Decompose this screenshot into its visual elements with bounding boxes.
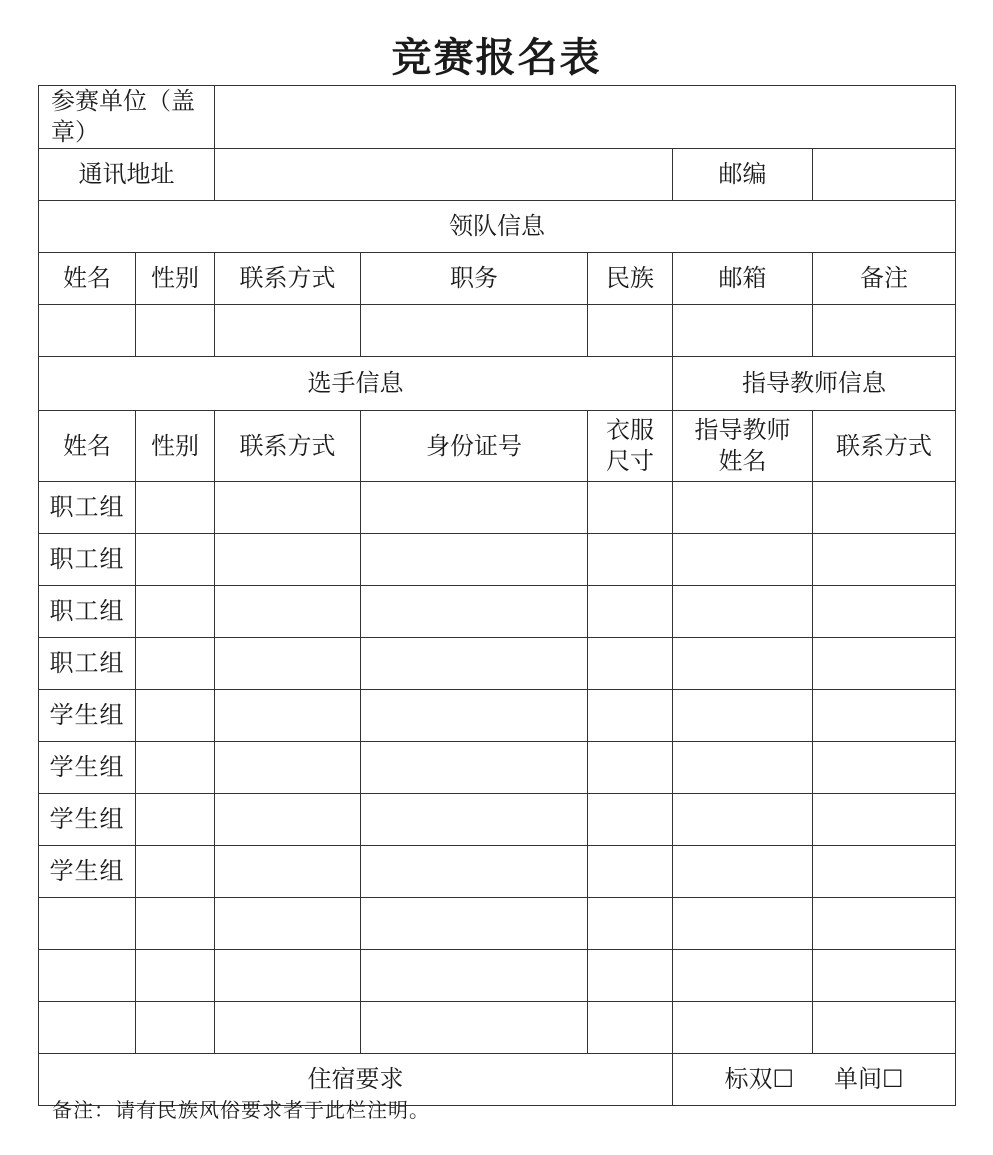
twin-room-checkbox[interactable]: 标双☐ [724, 1065, 795, 1094]
leader-section-heading: 领队信息 [39, 201, 956, 253]
leader-header-row [39, 253, 956, 305]
player-contact-cell[interactable] [215, 586, 361, 638]
leader-header-email: 邮箱 [673, 253, 813, 305]
player-teacher-contact-cell[interactable] [813, 690, 956, 742]
player-gender-cell[interactable] [136, 846, 215, 898]
player-clothing-size-cell[interactable] [588, 534, 673, 586]
player-header-contact: 联系方式 [215, 411, 361, 482]
player-group-cell[interactable]: 学生组 [39, 690, 136, 742]
leader-remarks-cell[interactable] [813, 305, 956, 357]
player-contact-cell[interactable] [215, 898, 361, 950]
player-teacher-name-cell[interactable] [673, 690, 813, 742]
address-row [39, 149, 956, 201]
teacher-name-line1: 指导教师 [694, 416, 791, 445]
player-clothing-size-cell[interactable] [588, 846, 673, 898]
player-contact-cell[interactable] [215, 846, 361, 898]
player-clothing-size-cell[interactable] [588, 742, 673, 794]
player-section-row [39, 357, 956, 411]
player-clothing-size-cell[interactable] [588, 638, 673, 690]
leader-header-contact: 联系方式 [215, 253, 361, 305]
player-contact-cell[interactable] [215, 742, 361, 794]
form-title: 竞赛报名表 [391, 34, 602, 81]
address-label: 通讯地址 [39, 149, 215, 201]
player-clothing-size-cell[interactable] [588, 482, 673, 534]
player-row [39, 638, 956, 690]
player-teacher-name-cell[interactable] [673, 534, 813, 586]
player-teacher-name-cell[interactable] [673, 950, 813, 1002]
player-header-row [39, 411, 956, 482]
leader-ethnicity-cell[interactable] [588, 305, 673, 357]
unit-label: 参赛单位（盖章） [39, 86, 215, 149]
player-group-cell[interactable]: 职工组 [39, 534, 136, 586]
player-id-number-cell[interactable] [361, 586, 588, 638]
player-row [39, 586, 956, 638]
player-teacher-name-cell[interactable] [673, 482, 813, 534]
player-group-cell[interactable]: 学生组 [39, 846, 136, 898]
player-row [39, 950, 956, 1002]
player-clothing-size-cell[interactable] [588, 690, 673, 742]
player-id-number-cell[interactable] [361, 950, 588, 1002]
leader-email-cell[interactable] [673, 305, 813, 357]
player-contact-cell[interactable] [215, 1002, 361, 1054]
player-row [39, 794, 956, 846]
player-teacher-name-cell[interactable] [673, 794, 813, 846]
player-teacher-name-cell[interactable] [673, 638, 813, 690]
leader-name-cell[interactable] [39, 305, 136, 357]
player-clothing-size-cell[interactable] [588, 898, 673, 950]
player-id-number-cell[interactable] [361, 482, 588, 534]
player-clothing-size-cell[interactable] [588, 586, 673, 638]
player-group-cell[interactable]: 职工组 [39, 638, 136, 690]
player-row [39, 742, 956, 794]
unit-input-cell[interactable] [215, 86, 956, 149]
player-row [39, 1002, 956, 1054]
player-id-number-cell[interactable] [361, 898, 588, 950]
player-header-name: 姓名 [39, 411, 136, 482]
player-clothing-size-cell[interactable] [588, 794, 673, 846]
registration-form-table [38, 85, 956, 1106]
clothing-size-line2: 尺寸 [606, 447, 654, 476]
postcode-input-cell[interactable] [813, 149, 956, 201]
player-group-cell[interactable] [39, 950, 136, 1002]
unit-row [39, 86, 956, 149]
footnote: 备注：请有民族风俗要求者于此栏注明。 [52, 1098, 430, 1122]
player-teacher-contact-cell[interactable] [813, 742, 956, 794]
player-clothing-size-cell[interactable] [588, 1002, 673, 1054]
player-contact-cell[interactable] [215, 534, 361, 586]
player-header-id-number: 身份证号 [361, 411, 588, 482]
player-teacher-contact-cell[interactable] [813, 482, 956, 534]
address-input-cell[interactable] [215, 149, 673, 201]
player-row [39, 846, 956, 898]
accommodation-options [673, 1054, 956, 1106]
player-id-number-cell[interactable] [361, 1002, 588, 1054]
player-gender-cell[interactable] [136, 794, 215, 846]
leader-header-gender: 性别 [136, 253, 215, 305]
single-room-checkbox[interactable]: 单间☐ [834, 1065, 904, 1094]
player-id-number-cell[interactable] [361, 690, 588, 742]
player-teacher-contact-cell[interactable] [813, 586, 956, 638]
leader-data-row [39, 305, 956, 357]
player-group-cell[interactable] [39, 898, 136, 950]
player-teacher-name-cell[interactable] [673, 898, 813, 950]
clothing-size-line1: 衣服 [606, 416, 654, 445]
teacher-name-line2: 姓名 [718, 447, 767, 476]
leader-position-cell[interactable] [361, 305, 588, 357]
player-gender-cell[interactable] [136, 1002, 215, 1054]
player-id-number-cell[interactable] [361, 534, 588, 586]
leader-gender-cell[interactable] [136, 305, 215, 357]
player-teacher-name-cell[interactable] [673, 846, 813, 898]
player-group-cell[interactable]: 学生组 [39, 742, 136, 794]
player-header-gender: 性别 [136, 411, 215, 482]
player-row [39, 690, 956, 742]
player-id-number-cell[interactable] [361, 742, 588, 794]
player-teacher-contact-cell[interactable] [813, 898, 956, 950]
player-gender-cell[interactable] [136, 898, 215, 950]
player-gender-cell[interactable] [136, 742, 215, 794]
player-contact-cell[interactable] [215, 482, 361, 534]
player-rows [39, 482, 956, 1054]
player-gender-cell[interactable] [136, 950, 215, 1002]
player-teacher-contact-cell[interactable] [813, 950, 956, 1002]
player-group-cell[interactable]: 学生组 [39, 794, 136, 846]
player-gender-cell[interactable] [136, 638, 215, 690]
player-contact-cell[interactable] [215, 950, 361, 1002]
player-header-clothing-size [588, 411, 673, 482]
player-teacher-name-cell[interactable] [673, 742, 813, 794]
player-contact-cell[interactable] [215, 794, 361, 846]
player-teacher-contact-cell[interactable] [813, 534, 956, 586]
player-gender-cell[interactable] [136, 690, 215, 742]
player-teacher-name-cell[interactable] [673, 1002, 813, 1054]
player-row [39, 898, 956, 950]
postcode-label: 邮编 [673, 149, 813, 201]
player-id-number-cell[interactable] [361, 638, 588, 690]
player-group-cell[interactable]: 职工组 [39, 586, 136, 638]
player-group-cell[interactable]: 职工组 [39, 482, 136, 534]
player-row [39, 534, 956, 586]
player-contact-cell[interactable] [215, 638, 361, 690]
leader-header-ethnicity: 民族 [588, 253, 673, 305]
player-clothing-size-cell[interactable] [588, 950, 673, 1002]
player-teacher-contact-cell[interactable] [813, 846, 956, 898]
player-teacher-contact-cell[interactable] [813, 638, 956, 690]
player-header-teacher-contact: 联系方式 [813, 411, 956, 482]
player-teacher-name-cell[interactable] [673, 586, 813, 638]
player-contact-cell[interactable] [215, 690, 361, 742]
player-teacher-contact-cell[interactable] [813, 794, 956, 846]
leader-header-position: 职务 [361, 253, 588, 305]
player-header-teacher-name [673, 411, 813, 482]
player-group-cell[interactable] [39, 1002, 136, 1054]
player-id-number-cell[interactable] [361, 794, 588, 846]
leader-header-remarks: 备注 [813, 253, 956, 305]
leader-header-name: 姓名 [39, 253, 136, 305]
player-gender-cell[interactable] [136, 482, 215, 534]
player-gender-cell[interactable] [136, 586, 215, 638]
accommodation-label: 住宿要求 [39, 1054, 673, 1106]
player-gender-cell[interactable] [136, 534, 215, 586]
leader-contact-cell[interactable] [215, 305, 361, 357]
leader-section-row [39, 201, 956, 253]
player-teacher-contact-cell[interactable] [813, 1002, 956, 1054]
player-row [39, 482, 956, 534]
player-id-number-cell[interactable] [361, 846, 588, 898]
teacher-section-heading: 指导教师信息 [673, 357, 956, 411]
player-section-heading: 选手信息 [39, 357, 673, 411]
